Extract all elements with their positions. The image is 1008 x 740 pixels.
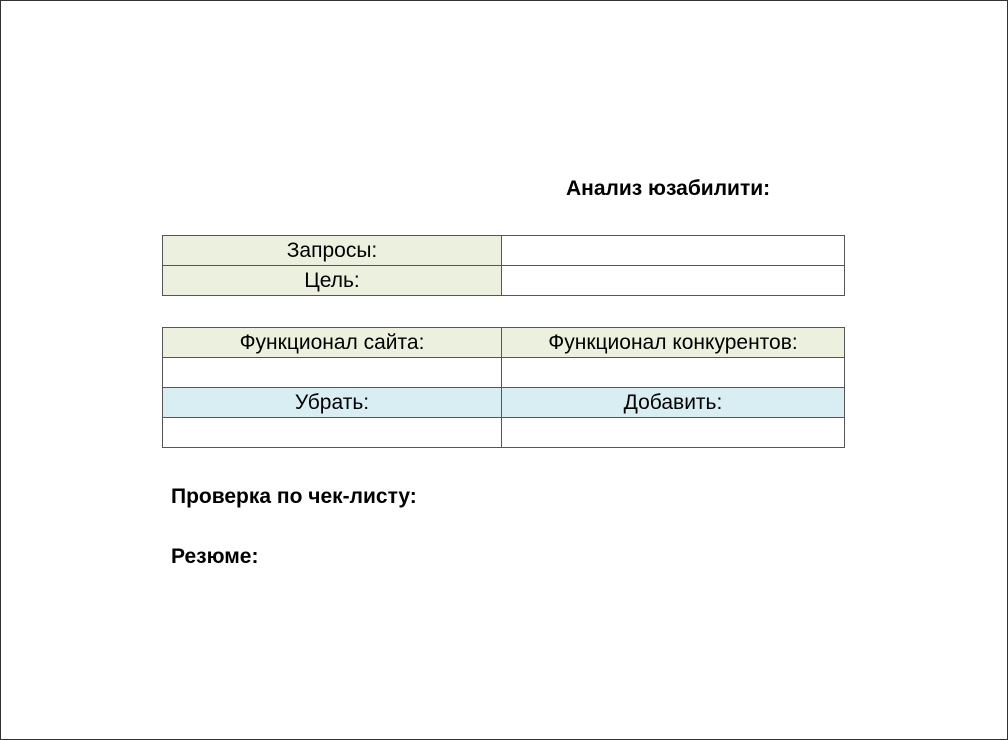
remove-header: Убрать: — [163, 388, 502, 418]
table-row — [163, 236, 845, 266]
remove-cell[interactable] — [163, 418, 502, 448]
table-row — [163, 266, 845, 296]
competitors-functional-header: Функционал конкурентов: — [502, 328, 845, 358]
document-title: Анализ юзабилити: — [566, 177, 771, 200]
site-functional-cell[interactable] — [163, 358, 502, 388]
table-row — [163, 418, 845, 448]
table-row — [163, 358, 845, 388]
table-row — [163, 388, 845, 418]
checklist-heading: Проверка по чек-листу: — [171, 485, 417, 508]
table-row — [163, 328, 845, 358]
goal-label-cell: Цель: — [163, 266, 502, 296]
add-cell[interactable] — [502, 418, 845, 448]
summary-heading: Резюме: — [171, 545, 259, 568]
queries-label-cell: Запросы: — [163, 236, 502, 266]
goal-table — [162, 235, 845, 296]
site-functional-header: Функционал сайта: — [163, 328, 502, 358]
functional-table — [162, 327, 845, 448]
goal-value-cell[interactable] — [502, 266, 845, 296]
add-header: Добавить: — [502, 388, 845, 418]
queries-value-cell[interactable] — [502, 236, 845, 266]
competitors-functional-cell[interactable] — [502, 358, 845, 388]
